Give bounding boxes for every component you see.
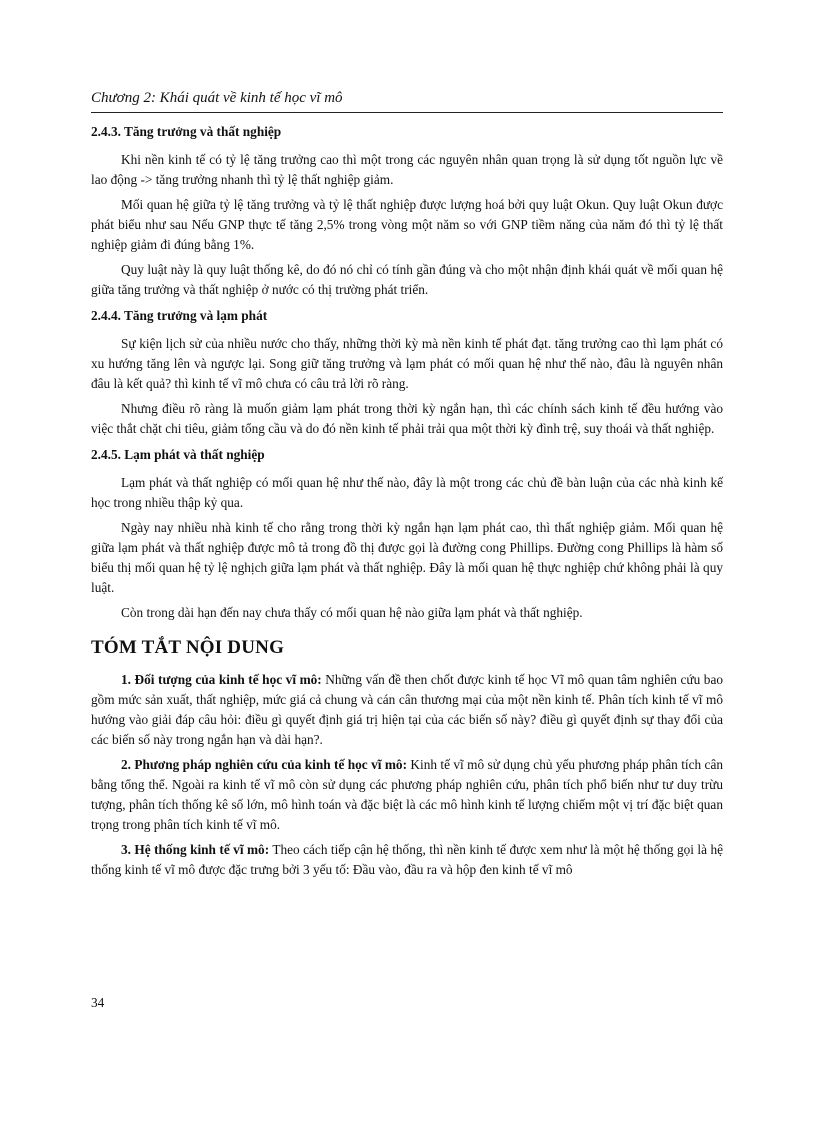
- paragraph: Quy luật này là quy luật thống kê, do đó nó chỉ có tính gần đúng và cho một nhận định khái quát về mối quan hệ giữa tăng trưởng và thất nghiệp ở nước có thị trường phát triển.: [91, 262, 723, 297]
- section-title-2-4-3: 2.4.3. Tăng trưởng và thất nghiệp: [91, 124, 282, 139]
- running-header: Chương 2: Khái quát về kinh tế học vĩ mô: [91, 90, 343, 106]
- summary-item-2: [91, 755, 723, 835]
- header-rule: [91, 112, 723, 113]
- page-content: [91, 88, 723, 885]
- paragraph: Còn trong dài hạn đến nay chưa thấy có mối quan hệ nào giữa lạm phát và thất nghiệp.: [121, 605, 583, 620]
- section-title-2-4-5: 2.4.5. Lạm phát và thất nghiệp: [91, 447, 265, 462]
- summary-item-lead: 2. Phương pháp nghiên cứu của kinh tế học vĩ mô:: [121, 757, 407, 772]
- summary-item-text: Kinh tế vĩ mô sử dụng chủ yếu phương pháp phân tích cân bằng tổng thể. Ngoài ra kinh tế vĩ mô còn sử dụng các phương pháp nghiên cứu, phân tích phổ biến như tư duy trừu tượng, phân tích thống kê số lớn, mô hình toán và đặc biệt là các mô hình kinh tế lượng chiếm một vị trí đặc biệt quan trọng trong phân tích kinh tế vĩ mô.: [91, 757, 723, 832]
- summary-item-text: Những vấn đề then chốt được kinh tế học Vĩ mô quan tâm nghiên cứu bao gồm mức sản xuất, thất nghiệp, mức giá cả chung và cán cân thương mại của một nền kinh tế. Phân tích kinh tế vĩ mô hướng vào giải đáp câu hỏi: điều gì quyết định giá trị hiện tại của các biến số này? điều gì quyết định sự thay đổi của các biến số này trong ngắn hạn và dài hạn?.: [91, 672, 723, 747]
- paragraph: Nhưng điều rõ ràng là muốn giảm lạm phát trong thời kỳ ngắn hạn, thì các chính sách kinh tế đều hướng vào việc thắt chặt chi tiêu, giảm tổng cầu và do đó nền kinh tế phải trải qua một thời kỳ đình trệ, suy thoái và thất nghiệp.: [91, 401, 723, 436]
- summary-item-lead: 3. Hệ thống kinh tế vĩ mô:: [121, 842, 270, 857]
- summary-item-3: [91, 840, 723, 880]
- summary-title: TÓM TẮT NỘI DUNG: [91, 637, 285, 658]
- summary-item-1: [91, 670, 723, 750]
- paragraph: Sự kiện lịch sử của nhiều nước cho thấy, những thời kỳ mà nền kinh tế phát đạt. tăng trưởng cao thì lạm phát có xu hướng tăng lên và ngược lại. Song giữ tăng trưởng và lạm phát có mối quan hệ như thế nào, đâu là nguyên nhân đâu là kết quả? thì kinh tế vĩ mô chưa có câu trả lời rõ ràng.: [91, 336, 723, 391]
- paragraph: Lạm phát và thất nghiệp có mối quan hệ như thế nào, đây là một trong các chủ đề bàn luận của các nhà kinh kế học trong nhiều thập kỷ qua.: [91, 475, 723, 510]
- paragraph: Ngày nay nhiều nhà kinh tế cho rằng trong thời kỳ ngắn hạn lạm phát cao, thì thất nghiệp giảm. Mối quan hệ giữa lạm phát và thất nghiệp được mô tả trong đồ thị được gọi là đường cong Phillips. Đường cong Phillips là hàm số biểu thị mối quan hệ tỷ lệ nghịch giữa lạm phát và thất nghiệp. Đây là mối quan hệ thực nghiệp chứ không phải là quy luật.: [91, 520, 723, 595]
- summary-item-lead: 1. Đối tượng của kinh tế học vĩ mô:: [121, 672, 322, 687]
- page-number: 34: [91, 995, 105, 1010]
- summary-item-text: Theo cách tiếp cận hệ thống, thì nền kinh tế được xem như là một hệ thống gọi là hệ thống kinh tế vĩ mô được đặc trưng bởi 3 yếu tố: Đầu vào, đầu ra và hộp đen kinh tế vĩ mô: [91, 842, 724, 877]
- paragraph: Khi nền kinh tế có tỷ lệ tăng trưởng cao thì một trong các nguyên nhân quan trọng là sử dụng tốt nguồn lực về lao động -> tăng trưởng nhanh thì tỷ lệ thất nghiệp giảm.: [91, 152, 723, 187]
- paragraph: Mối quan hệ giữa tỷ lệ tăng trưởng và tỷ lệ thất nghiệp được lượng hoá bởi quy luật Okun. Quy luật Okun được phát biểu như sau Nếu GNP thực tế tăng 2,5% trong vòng một năm so với GNP tiềm năng của năm đó thì tỷ lệ thất nghiệp giảm đi đúng bằng 1%.: [91, 197, 723, 252]
- section-title-2-4-4: 2.4.4. Tăng trưởng và lạm phát: [91, 308, 268, 323]
